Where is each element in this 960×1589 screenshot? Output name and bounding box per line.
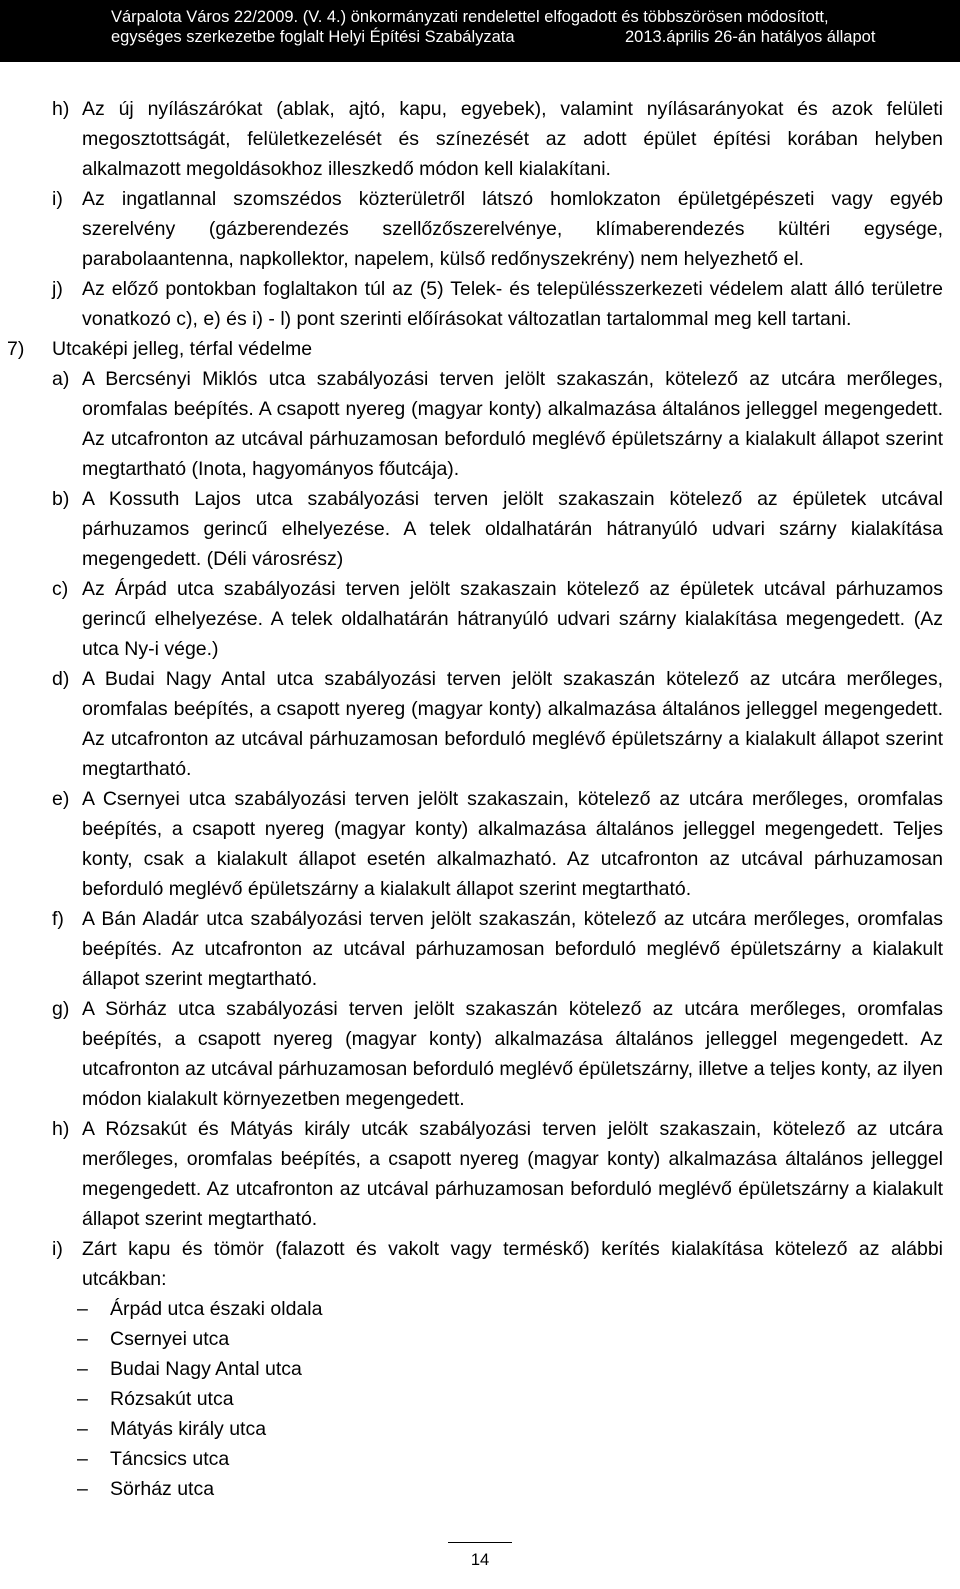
street-name: Mátyás király utca (110, 1418, 267, 1440)
paragraph-h (52, 94, 943, 184)
section-title: Utcaképi jelleg, térfal védelme (52, 338, 313, 360)
item-label: a) (52, 368, 70, 390)
dash-bullet: – (77, 1328, 88, 1350)
header-line-2-left: egységes szerkezetbe foglalt Helyi Építési Szabályzata (111, 28, 515, 46)
item-text: A Csernyei utca szabályozási terven jelölt szakaszain, kötelező az utcára merőleges, oromfalas beépítés, a csapott nyereg (magyar konty) alkalmazása általános jelleggel megengedett. Teljes konty, csak a kialakult állapot esetén alkalmazható. Az utcafronton az utcával párhuzamosan beforduló meglévő épületszárny a kialakult állapot szerint megtartható. (82, 788, 943, 900)
paragraph-j (52, 274, 943, 334)
item-text: A Budai Nagy Antal utca szabályozási terven jelölt szakaszán kötelező az utcára merőleges, oromfalas beépítés, a csapott nyereg (magyar konty) alkalmazása általános jelleggel megengedett. Az utcafronton az utcával párhuzamosan beforduló meglévő épületszárny a kialakult állapot szerint megtartható. (82, 668, 943, 780)
street-name: Rózsakút utca (110, 1388, 234, 1410)
paragraph-i (52, 184, 943, 274)
item-text: Az Árpád utca szabályozási terven jelölt szakaszain kötelező az épületek utcával párhuzamos gerincű elhelyezése. A telek oldalhatárán hátranyúló udvari szárny kialakítása megengedett. (Az utca Ny-i vége.) (82, 578, 943, 660)
item-text: A Bercsényi Miklós utca szabályozási terven jelölt szakaszán, kötelező az utcára merőleges, oromfalas beépítés. A csapott nyereg (magyar konty) alkalmazása általános jelleggel megengedett. Az utcafronton az utcával párhuzamosan beforduló meglévő épületszárny a kialakult állapot szerint megtartható (Inota, hagyományos főutcája). (82, 368, 943, 480)
street-list (0, 1294, 960, 1504)
section-7-heading (7, 334, 943, 364)
item-label: b) (52, 488, 70, 510)
section-7-item-i (52, 1234, 943, 1294)
section-7-item-f (52, 904, 943, 994)
list-item (77, 1414, 960, 1444)
street-name: Csernyei utca (110, 1328, 230, 1350)
document-header (0, 0, 960, 62)
dash-bullet: – (77, 1478, 88, 1500)
list-item (77, 1354, 960, 1384)
item-label: i) (52, 1238, 63, 1260)
section-7-item-g (52, 994, 944, 1114)
item-label: i) (52, 188, 63, 210)
dash-bullet: – (77, 1358, 88, 1380)
section-7-item-b (52, 484, 943, 574)
item-text: Az ingatlannal szomszédos közterületről látszó homlokzaton épületgépészeti vagy egyéb szerelvény (gázberendezés szellőzőszerelvénye, klímaberendezés kültéri egysége, parabolaantenna, napkollektor, napelem, külső redőnyszekrény) nem helyezhető el. (82, 188, 943, 270)
dash-bullet: – (77, 1418, 88, 1440)
item-text: A Sörház utca szabályozási terven jelölt szakaszán kötelező az utcára merőleges, oromfalas beépítés, a csapott nyereg (magyar konty) alkalmazása általános jelleggel megengedett. Az utcafronton az utcával párhuzamosan beforduló meglévő épületszárny, illetve a teljes konty, az ilyen módon kialakult környezetben megengedett. (82, 998, 944, 1110)
item-text: A Bán Aladár utca szabályozási terven jelölt szakaszán, kötelező az utcára merőleges, oromfalas beépítés. Az utcafronton az utcával párhuzamosan beforduló meglévő épületszárny a kialakult állapot szerint megtartható. (82, 908, 943, 990)
item-text: Az új nyílászárókat (ablak, ajtó, kapu, egyebek), valamint nyílásarányokat és azok felületi megosztottságát, felületkezelését és színezését az adott épület építési korában helyben alkalmazott megoldásokhoz illeszkedő módon kell kialakítani. (82, 98, 943, 180)
dash-bullet: – (77, 1298, 88, 1320)
item-label: f) (52, 908, 64, 930)
header-line-2-right: 2013.április 26-án hatályos állapot (625, 28, 876, 46)
item-label: h) (52, 98, 70, 120)
item-text: A Kossuth Lajos utca szabályozási terven jelölt szakaszain kötelező az épületek utcával párhuzamos gerincű elhelyezése. A telek oldalhatárán hátranyúló udvari szárny kialakítása megengedett. (Déli városrész) (82, 488, 943, 570)
item-text: Az előző pontokban foglaltakon túl az (5) Telek- és településszerkezeti védelem alatt álló területre vonatkozó c), e) és i) - l) pont szerinti előírásokat változatlan tartalommal meg kell tartani. (82, 278, 943, 330)
section-label: 7) (7, 338, 25, 360)
dash-bullet: – (77, 1388, 88, 1410)
footer-divider (448, 1542, 512, 1543)
item-label: e) (52, 788, 70, 810)
item-text: A Rózsakút és Mátyás király utcák szabályozási terven jelölt szakaszain, kötelező az utcára merőleges, oromfalas beépítés, a csapott nyereg (magyar konty) alkalmazása általános jelleggel megengedett. Az utcafronton az utcával párhuzamosan beforduló meglévő épületszárny a kialakult állapot szerint megtartható. (82, 1118, 943, 1230)
section-7-item-a (52, 364, 943, 484)
item-label: c) (52, 578, 69, 600)
street-name: Árpád utca északi oldala (110, 1298, 323, 1320)
item-label: g) (52, 998, 70, 1020)
document-body (0, 94, 960, 1504)
street-name: Budai Nagy Antal utca (110, 1358, 302, 1380)
item-label: j) (52, 278, 63, 300)
section-7-item-c (52, 574, 943, 664)
list-item (77, 1444, 960, 1474)
street-name: Táncsics utca (110, 1448, 230, 1470)
street-name: Sörház utca (110, 1478, 215, 1500)
dash-bullet: – (77, 1448, 88, 1470)
item-text: Zárt kapu és tömör (falazott és vakolt vagy terméskő) kerítés kialakítása kötelező az alábbi utcákban: (82, 1238, 943, 1290)
list-item (77, 1324, 960, 1354)
item-label: h) (52, 1118, 70, 1140)
page-number: 14 (470, 1551, 490, 1569)
list-item (77, 1384, 960, 1414)
list-item (77, 1474, 960, 1504)
item-label: d) (52, 668, 70, 690)
header-line-1: Várpalota Város 22/2009. (V. 4.) önkormányzati rendelettel elfogadott és többszörösen módosított, (111, 8, 829, 26)
list-item (77, 1294, 960, 1324)
section-7-item-h (52, 1114, 943, 1234)
section-7-item-d (52, 664, 943, 784)
section-7-item-e (52, 784, 943, 904)
